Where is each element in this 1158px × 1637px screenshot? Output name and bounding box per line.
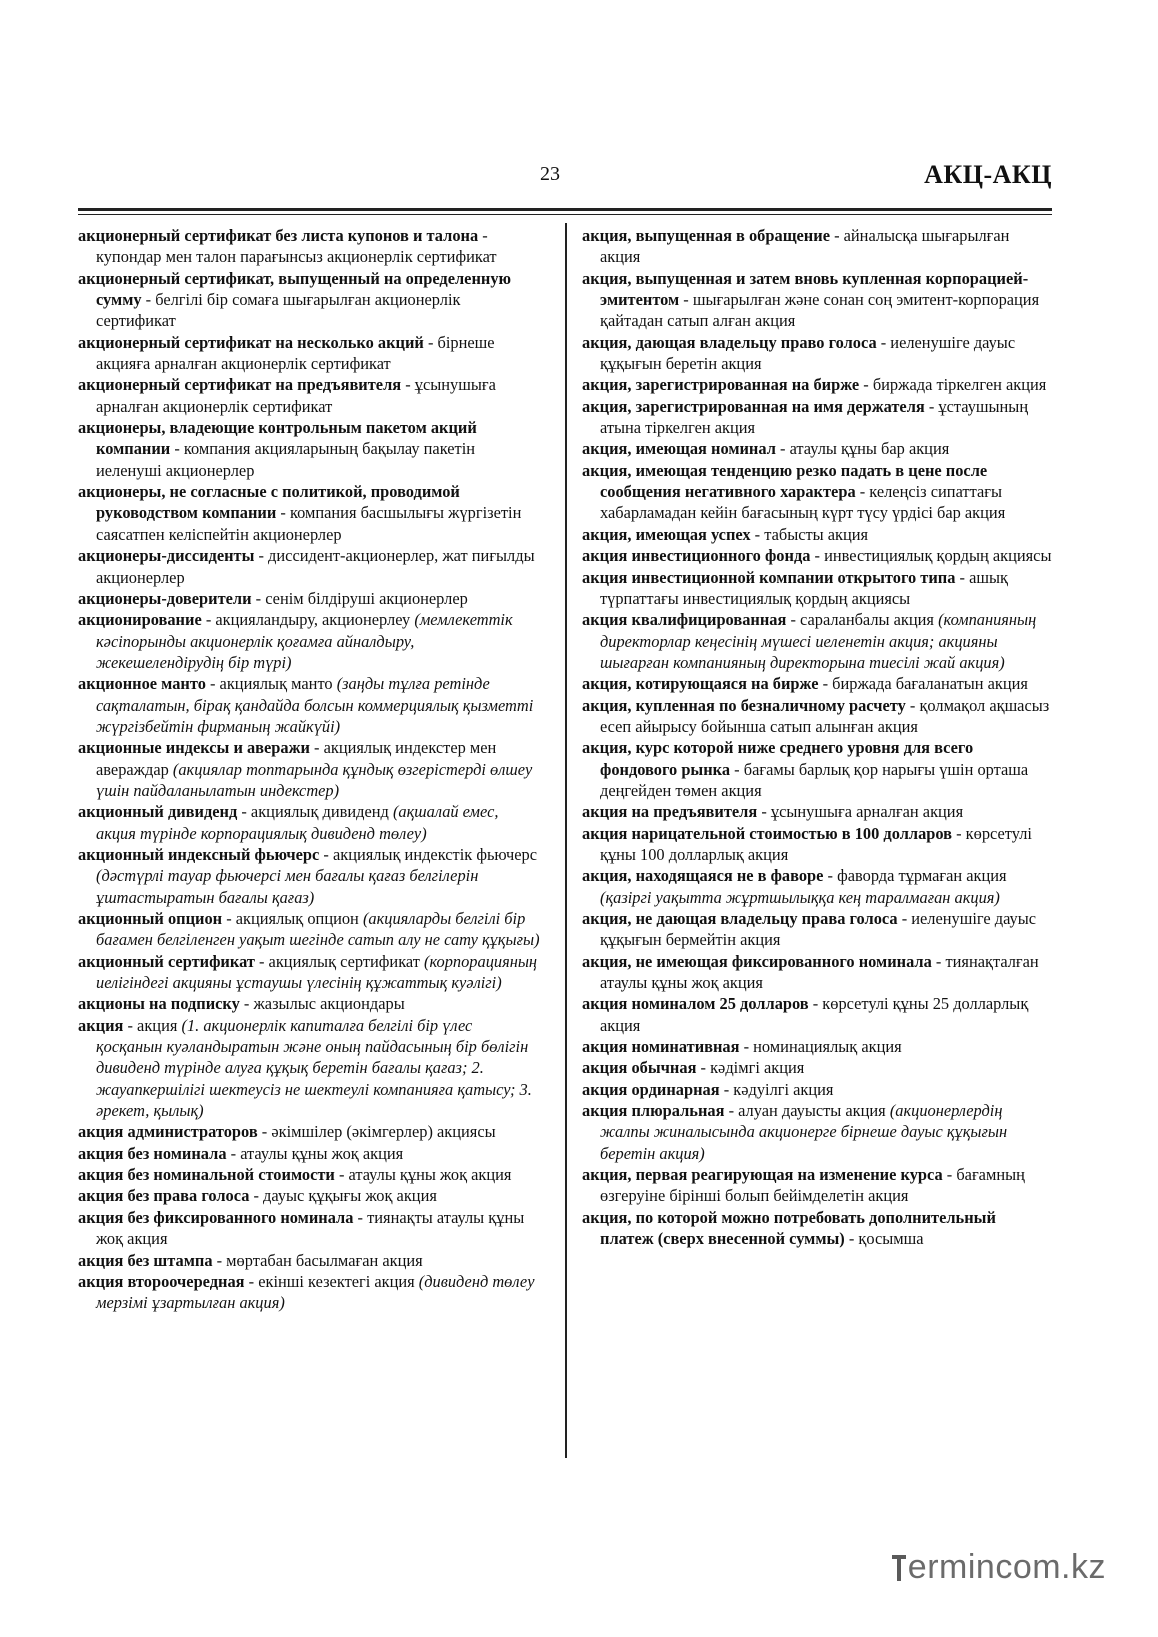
column-divider	[565, 223, 567, 1458]
entry-definition: - кәдімгі акция	[696, 1058, 805, 1078]
entry-definition: - акциялық индекстік фьючерс	[319, 844, 538, 864]
entry-term: акция, по которой можно потребовать дополнительный платеж (сверх внесенной суммы)	[582, 1207, 996, 1249]
entry-definition: - бағамның өзгеруіне бірінші болып бейімделетін акция	[600, 1165, 1025, 1206]
entry-definition: - купондар мен талон парағынсыз акционерлік сертификат	[96, 226, 497, 267]
entry-term: акционерный сертификат, выпущенный на определенную сумму	[78, 268, 512, 310]
dictionary-entry	[582, 737, 1052, 801]
entry-definition: - фаворда тұрмаған акция	[823, 866, 1007, 886]
entry-definition: - диссидент-акционерлер, жат пиғылды акционерлер	[96, 546, 535, 587]
entry-definition: - тиянақты атаулы құны жоқ акция	[96, 1207, 525, 1249]
watermark	[892, 1548, 1106, 1587]
entry-definition: - сенім білдіруші акционерлер	[251, 588, 468, 608]
dictionary-entry	[582, 673, 1052, 694]
dictionary-entry	[582, 609, 1052, 673]
entry-term: акционеры-доверители	[78, 588, 252, 608]
entry-definition: - қолмақол ақшасыз есеп айырысу бойынша сатып алынған акция	[600, 695, 1050, 736]
entry-definition: - дауыс құқығы жоқ акция	[249, 1186, 437, 1206]
entry-term: акция инвестиционного фонда	[582, 546, 811, 566]
right-column	[582, 225, 1052, 1250]
dictionary-entry	[78, 844, 540, 908]
entry-definition: - кәдуілгі акция	[719, 1079, 834, 1099]
entry-note: (корпорацияның иелігіндегі акцияны ұстаушы үлесінің құжаттық куәлігі)	[96, 951, 538, 993]
entry-term: акционеры-диссиденты	[78, 546, 255, 566]
entry-note: (қазіргі уақытта жұртшылыққа кең таралмаған акция)	[600, 887, 1000, 907]
entry-term: акция без фиксированного номинала	[78, 1207, 354, 1227]
entry-term: акция, купленная по безналичному расчету	[582, 695, 906, 715]
entry-definition: - акция	[123, 1015, 182, 1035]
dictionary-entry	[78, 1143, 540, 1164]
entry-term: акция второочередная	[78, 1271, 245, 1291]
dictionary-entry	[78, 374, 540, 417]
entry-definition: - бағамы барлық қор нарығы үшін орташа деңгейден төмен акция	[600, 759, 1029, 800]
entry-definition: - иеленушіге дауыс құқығын бермейтін акция	[600, 909, 1037, 950]
entry-term: акция, зарегистрированная на бирже	[582, 375, 860, 395]
entry-definition: - белгілі бір сомаға шығарылған акционерлік сертификат	[96, 290, 461, 331]
dictionary-entry	[78, 609, 540, 673]
entry-definition: - екінші кезектегі акция	[244, 1271, 419, 1291]
entry-definition: - мөртабан басылмаған акция	[212, 1250, 423, 1270]
dictionary-entry	[582, 695, 1052, 738]
dictionary-entry	[78, 1185, 540, 1206]
header-rule-thin	[78, 214, 1052, 215]
dictionary-entry	[582, 332, 1052, 375]
page-number: 23	[540, 163, 560, 185]
entry-term: акция, не имеющая фиксированного номинала	[582, 951, 932, 971]
dictionary-entry	[582, 1036, 1052, 1057]
entry-definition: - атаулы құны бар акция	[775, 439, 950, 459]
left-column	[78, 225, 540, 1314]
dictionary-entry	[582, 396, 1052, 439]
entry-term: акционный индексный фьючерс	[78, 844, 320, 864]
entry-definition: - келеңсіз сипаттағы хабарламадан кейін бағасының күрт түсу үрдісі бар акция	[600, 482, 1006, 523]
dictionary-entry	[78, 1271, 540, 1314]
entry-definition: - атаулы құны жоқ акция	[334, 1165, 512, 1185]
entry-term: акция, выпущенная в обращение	[582, 226, 830, 245]
entry-term: акция плюральная	[582, 1101, 725, 1121]
entry-term: акция администраторов	[78, 1122, 258, 1142]
dictionary-entry	[582, 545, 1052, 566]
entry-definition: - номинациялық акция	[739, 1037, 902, 1057]
entry-definition: - акциялық дивиденд	[237, 802, 393, 822]
entry-term: акция ординарная	[582, 1079, 720, 1099]
entry-term: акция	[78, 1015, 124, 1035]
entry-term: акция без штампа	[78, 1250, 213, 1270]
entry-definition: - ұсынушыға арналған акция	[757, 802, 964, 822]
entry-note: (ақшалай емес, акция түрінде корпорациялық дивиденд төлеу)	[96, 802, 499, 843]
dictionary-entry	[582, 460, 1052, 524]
entry-definition: - компания басшылығы жүргізетін саясатпен келіспейтін акционерлер	[96, 503, 522, 544]
entry-term: акция на предъявителя	[582, 802, 758, 822]
entry-definition: - биржада тіркелген акция	[859, 375, 1047, 395]
entry-definition: - бірнеше акцияға арналған акционерлік сертификат	[96, 332, 495, 374]
entry-definition: - сараланбалы акция	[786, 610, 939, 630]
entry-definition: - атаулы құны жоқ акция	[226, 1143, 404, 1163]
header-rule-thick	[78, 208, 1052, 211]
entry-note: (компанияның директорлар кеңесінің мүшесі иеленетін акция; акцияны шығарған компанияның директорына тиесілі жай акция)	[600, 610, 1037, 672]
dictionary-entry	[78, 481, 540, 545]
dictionary-entry	[78, 1121, 540, 1142]
dictionary-entry	[78, 332, 540, 375]
entry-definition: - шығарылған және сонан соң эмитент-корпорация қайтадан сатып алған акция	[600, 290, 1040, 331]
dictionary-entry	[78, 1015, 540, 1122]
entry-definition: - акцияландыру, акционерлеу	[201, 610, 415, 630]
dictionary-entry	[78, 268, 540, 332]
entry-term: акционный дивиденд	[78, 802, 238, 822]
t-logo-icon	[892, 1553, 906, 1583]
entry-term: акционирование	[78, 610, 202, 630]
entry-definition: - қосымша	[844, 1229, 924, 1249]
entry-term: акционеры, владеющие контрольным пакетом акций компании	[78, 418, 477, 459]
entry-term: акционерный сертификат на предъявителя	[78, 375, 402, 395]
entry-term: акционеры, не согласные с политикой, проводимой руководством компании	[78, 482, 460, 523]
dictionary-entry	[582, 1207, 1052, 1250]
entry-definition: - инвестициялық қордың акциясы	[810, 546, 1052, 566]
dictionary-entry	[78, 673, 540, 737]
dictionary-entry	[78, 417, 540, 481]
entry-term: акция, дающая владельцу право голоса	[582, 332, 877, 352]
entry-term: акция, имеющая успех	[582, 524, 751, 544]
dictionary-entry	[78, 1164, 540, 1185]
entry-term: акция, находящаяся не в фаворе	[582, 866, 824, 886]
dictionary-entry	[582, 524, 1052, 545]
entry-note: (1. акционерлік капиталға белгілі бір үлес қосқанын куәландыратын және оның пайдасының бір бөлігін дивиденд түрінде алуға құқық беретін бағалы қағаз; 2. жауапкершілігі шектеусіз не шектеулі компанияға қатысу; 3. әрекет, қылық)	[96, 1015, 532, 1121]
entry-term: акция без права голоса	[78, 1186, 250, 1206]
dictionary-entry	[582, 438, 1052, 459]
entry-term: акционные индексы и авеpажи	[78, 738, 310, 758]
entry-definition: - биржада бағаланатын акция	[818, 674, 1028, 694]
entry-note: (дәстүрлі тауар фьючерсі мен бағалы қағаз белгілерін ұштастыратын бағалы қағаз)	[96, 866, 479, 907]
entry-term: акция нарицательной стоимостью в 100 долларов	[582, 823, 953, 843]
dictionary-entry	[582, 1079, 1052, 1100]
entry-definition: - ұсынушыға арналған акционерлік сертификат	[96, 375, 496, 416]
dictionary-entry	[78, 908, 540, 951]
entry-term: акция, курс которой ниже среднего уровня для всего фондового рынка	[582, 738, 974, 779]
dictionary-entry	[78, 801, 540, 844]
entry-term: акционное манто	[78, 674, 206, 694]
entry-term: акционный опцион	[78, 909, 223, 928]
entry-note: (акционерлердің жалпы жиналысында акционерге бірнеше дауыс құқығын беретін акция)	[600, 1101, 1008, 1163]
entry-term: акция, выпущенная и затем вновь купленная корпорацией-эмитентом	[582, 268, 1029, 310]
entry-definition: - акциялық сертификат	[254, 951, 425, 971]
dictionary-entry	[582, 567, 1052, 610]
dictionary-entry	[78, 737, 540, 801]
entry-definition: - иеленушіге дауыс құқығын беретін акция	[600, 332, 1016, 374]
dictionary-entry	[582, 801, 1052, 822]
entry-term: акция квалифицированная	[582, 610, 787, 630]
entry-definition: - көрсетулі құны 100 долларлық акция	[600, 823, 1032, 864]
dictionary-entry	[582, 951, 1052, 994]
entry-definition: - көрсетулі құны 25 долларлық акция	[600, 994, 1029, 1035]
dictionary-entry	[78, 588, 540, 609]
entry-definition: - акциялық манто	[205, 674, 337, 694]
entry-definition: - айналысқа шығарылған акция	[600, 226, 1010, 267]
entry-definition: - жазылыс акциондары	[239, 994, 405, 1014]
dictionary-entry	[582, 1100, 1052, 1164]
entry-note: (заңды тұлға ретінде сақталатын, бірақ қандайда болсын коммерциялық қызметті жүргізбейтін фирманың жайкүйі)	[96, 674, 534, 736]
dictionary-entry	[582, 268, 1052, 332]
entry-term: акция, первая реагирующая на изменение курса	[582, 1165, 943, 1185]
entry-definition: - табысты акция	[750, 524, 869, 544]
entry-term: акционный сертификат	[78, 951, 255, 971]
entry-term: акция номинативная	[582, 1037, 740, 1057]
entry-definition: - ашық түрпаттағы инвестициялық қордың акциясы	[600, 567, 1008, 608]
entry-term: акция инвестиционной компании открытого типа	[582, 567, 956, 587]
entry-definition: - әкімшілер (әкімгерлер) акциясы	[257, 1122, 496, 1142]
dictionary-entry	[78, 545, 540, 588]
dictionary-entry	[78, 225, 540, 268]
dictionary-entry	[582, 993, 1052, 1036]
dictionary-entry	[582, 865, 1052, 908]
running-head: АКЦ-АКЦ	[924, 160, 1052, 189]
dictionary-entry	[78, 993, 540, 1014]
dictionary-entry	[582, 908, 1052, 951]
entry-definition: - тиянақталған атаулы құны жоқ акция	[600, 951, 1039, 993]
entry-definition: - компания акцияларының бақылау пакетін иеленуші акционерлер	[96, 439, 476, 480]
entry-note: (акцияларды белгілі бір бағамен белгіленген уақыт шегінде сатып алу не сату құқығы)	[96, 909, 540, 950]
entry-term: акция без номинальной стоимости	[78, 1165, 335, 1185]
entry-note: (акциялар топтарында құндық өзгерістерді өлшеу үшін пайдаланылатын индекстер)	[96, 759, 533, 800]
entry-term: акция, имеющая номинал	[582, 439, 776, 459]
entry-definition: - алуан дауысты акция	[724, 1101, 890, 1121]
entry-note: (мемлекеттік кәсіпорынды акционерлік қоғамға айналдыру, жекешелендірудің бір түрі)	[96, 610, 513, 672]
entry-definition: - акциялық индекстер мен авераждар	[96, 738, 497, 779]
entry-term: акция, имеющая тенденцию резко падать в цене после сообщения негативного характера	[582, 460, 988, 502]
entry-definition: - ұстаушының атына тіркелген акция	[600, 396, 1029, 438]
dictionary-entry	[582, 1164, 1052, 1207]
entry-note: (дивиденд төлеу мерзімі ұзартылған акция)	[96, 1271, 535, 1313]
entry-definition: - акциялық опцион	[222, 909, 363, 928]
entry-term: акционерный сертификат без листа купонов и талона	[78, 226, 479, 245]
entry-term: акция обычная	[582, 1058, 697, 1078]
dictionary-entry	[78, 951, 540, 994]
watermark-text: ermincom.kz	[907, 1548, 1106, 1586]
dictionary-entry	[582, 823, 1052, 866]
entry-term: акция без номинала	[78, 1143, 227, 1163]
dictionary-entry	[78, 1207, 540, 1250]
entry-term: акция, не дающая владельцу права голоса	[582, 909, 898, 928]
entry-term: акция номиналом 25 долларов	[582, 994, 809, 1014]
dictionary-entry	[582, 1057, 1052, 1078]
entry-term: акционы на подписку	[78, 994, 240, 1014]
entry-term: акция, зарегистрированная на имя держателя	[582, 396, 925, 416]
dictionary-entry	[582, 225, 1052, 268]
entry-term: акция, котирующаяся на бирже	[582, 674, 819, 694]
entry-term: акционерный сертификат на несколько акций	[78, 332, 424, 352]
dictionary-entry	[582, 374, 1052, 395]
dictionary-entry	[78, 1250, 540, 1271]
